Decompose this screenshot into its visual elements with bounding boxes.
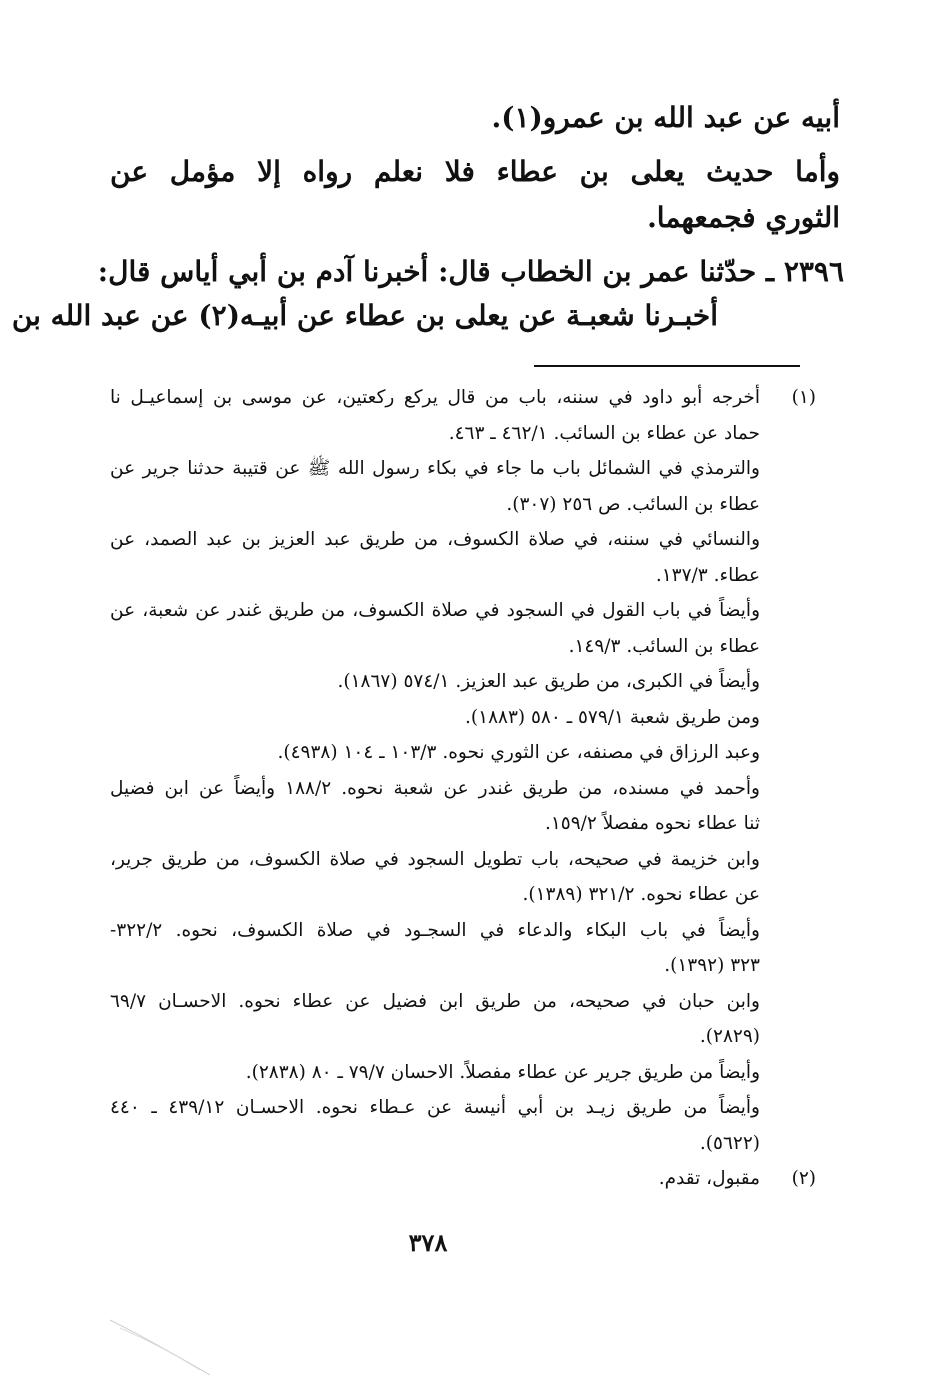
footnote-1-line: عطاء بن السائب. ١٤٩/٣. [568,635,760,657]
footnote-1-line [110,842,812,878]
footnote-1-line: عطاء بن السائب. ص ٢٥٦ (٣٠٧). [506,493,760,515]
scan-artifact [100,1300,220,1378]
footnote-1-line [110,522,812,558]
footnote-1-text: وأيضاً في باب القول في السجود في صلاة الكسوف، من طريق غندر عن شعبة، عن [110,600,760,621]
footnote-1-line [110,380,816,416]
page-number: ٣٧٨ [408,1228,448,1257]
footnote-2-text: مقبول، تقدم. [658,1168,760,1189]
footnote-1-line [110,984,812,1020]
footnote-1-number: (١) [791,387,816,408]
footnote-1-line: وأيضاً في الكبرى، من طريق عبد العزيز. ٥٧٤/١ (١٨٦٧). [337,671,760,692]
footnote-1-text: وأيضاً من طريق زيـد بن أبي أنيسة عن عـطاء نحوه. الاحسـان ٤٣٩/١٢ ـ ٤٤٠ [110,1097,760,1118]
footnote-1-text: وأحمد في مسنده، من طريق غندر عن شعبة نحوه. ١٨٨/٢ وأيضاً عن ابن فضيل [110,777,760,799]
footnote-1-line: حماد عن عطاء بن السائب. ٤٦٢/١ ـ ٤٦٣. [448,422,760,444]
footnote-1-line: ومن طريق شعبة ٥٧٩/١ ـ ٥٨٠ (١٨٨٣). [465,706,760,728]
footnote-1-line: (٢٨٢٩). [699,1026,760,1047]
footnote-1-line [110,771,812,807]
footnote-1-text: وابن خزيمة في صحيحه، باب تطويل السجود في صلاة الكسوف، من طريق جرير، [110,848,760,870]
footnote-1-line: وأيضاً من طريق جرير عن عطاء مفصلاً. الاحسان ٧٩/٧ ـ ٨٠ (٢٨٣٨). [245,1061,760,1083]
footnote-separator [534,365,800,367]
footnote-1-line [110,913,812,949]
footnote-1-line: عن عطاء نحوه. ٣٢١/٢ (١٣٨٩). [522,884,760,905]
footnote-1-text: وأيضاً في باب البكاء والدعاء في السجـود في صلاة الكسوف، نحوه. ٣٢٢/٢- [110,919,760,941]
main-text-line-2: وأما حديث يعلى بن عطاء فلا نعلم رواه إلا مؤمل عن [110,155,840,188]
footnote-1-text: والترمذي في الشمائل باب ما جاء في بكاء رسول الله ﷺ عن قتيبة حدثنا جرير عن [110,458,760,479]
footnote-1-line [110,1090,812,1126]
footnote-2-number: (٢) [791,1168,816,1189]
main-text-line-3: الثوري فجمعهما. [647,201,840,234]
footnote-1-line [110,451,812,487]
main-text-line-5: أخبـرنا شعبـة عن يعلى بن عطاء عن أبيـه(٢) عن عبد الله بن [11,299,718,332]
footnote-1-text: أخرجه أبو داود في سننه، باب من قال يركع ركعتين، عن موسى بن إسماعيـل نا [110,387,760,408]
footnote-1-line: ٣٢٣ (١٣٩٢). [664,955,760,976]
footnote-2-line [110,1161,816,1197]
footnote-1-line: عطاء. ١٣٧/٣. [655,564,760,586]
footnotes [110,380,816,1197]
footnote-1-line: وعبد الرزاق في مصنفه، عن الثوري نحوه. ١٠٣/٣ ـ ١٠٤ (٤٩٣٨). [277,742,760,763]
main-text-line-4: ٢٣٩٦ ـ حدّثنا عمر بن الخطاب قال: أخبرنا آدم بن أبي أياس قال: [97,255,844,288]
main-text-line-1: أبيه عن عبد الله بن عمرو(١). [491,101,840,134]
footnote-1-text: والنسائي في سننه، في صلاة الكسوف، من طريق عبد العزيز بن عبد الصمد، عن [110,529,760,550]
footnote-1-line: ثنا عطاء نحوه مفصلاً ١٥٩/٢. [544,813,760,834]
footnote-1-line: (٥٦٢٢). [699,1132,760,1154]
footnote-1-line [110,593,812,629]
footnote-1-text: وابن حبان في صحيحه، من طريق ابن فضيل عن عطاء نحوه. الاحسـان ٦٩/٧ [110,990,760,1012]
